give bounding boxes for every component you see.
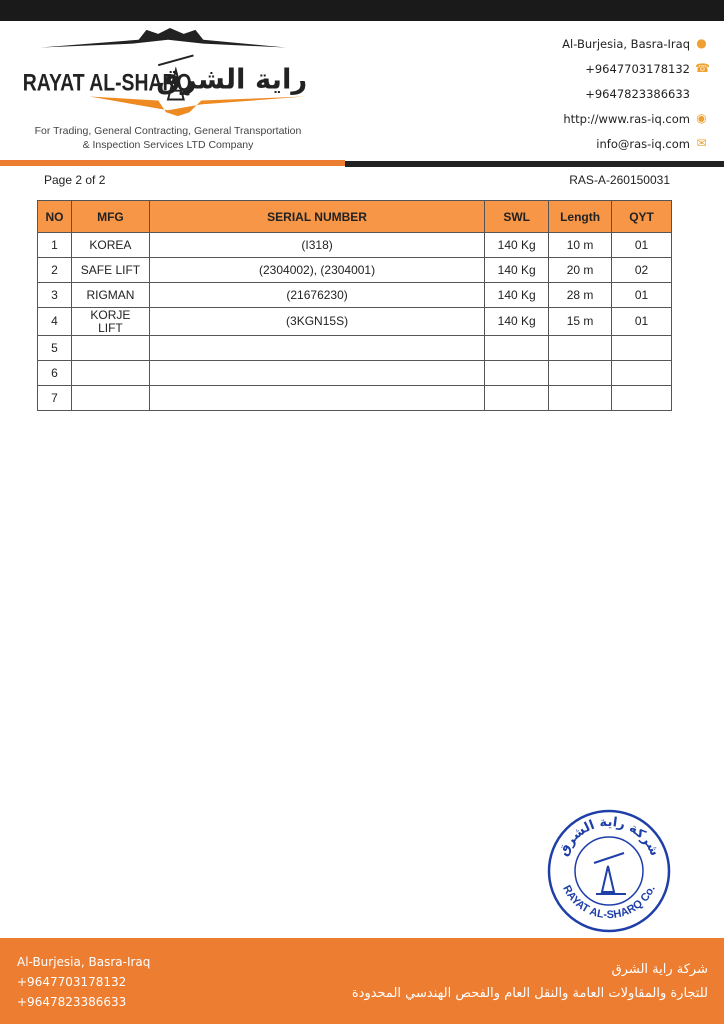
header-serial-number: SERIAL NUMBER bbox=[149, 201, 484, 233]
table-row bbox=[38, 361, 672, 386]
footer-ar-line-2: للتجارة والمقاولات العامة والنقل العام والفحص الهندسي المحدودة bbox=[351, 986, 708, 1001]
cell-length: 15 m bbox=[549, 308, 612, 336]
header-mfg: MFG bbox=[71, 201, 149, 233]
svg-text:راية الشرق: راية الشرق bbox=[156, 64, 308, 96]
header-contacts bbox=[562, 31, 708, 156]
cell-qyt bbox=[612, 336, 672, 361]
company-stamp bbox=[546, 808, 672, 934]
company-logo bbox=[18, 26, 318, 124]
header-no: NO bbox=[38, 201, 72, 233]
cell-mfg: KORJE LIFT bbox=[71, 308, 149, 336]
globe-icon: ◉ bbox=[696, 111, 707, 125]
cell-no: 6 bbox=[38, 361, 72, 386]
page-number: Page 2 of 2 bbox=[44, 173, 106, 187]
footer bbox=[0, 938, 724, 1024]
table-row bbox=[38, 233, 672, 258]
header-rule-dark bbox=[345, 161, 724, 167]
cell-length: 20 m bbox=[549, 258, 612, 283]
cell-length bbox=[549, 361, 612, 386]
telephone-icon: ☎ bbox=[695, 61, 710, 75]
tagline-line-1: For Trading, General Contracting, General Transportation bbox=[34, 125, 302, 137]
cell-swl bbox=[485, 336, 549, 361]
table-row bbox=[38, 386, 672, 411]
header-qyt: QYT bbox=[612, 201, 672, 233]
table-row bbox=[38, 308, 672, 336]
footer-arabic-name bbox=[352, 958, 708, 1006]
cell-length: 28 m bbox=[549, 283, 612, 308]
cell-length bbox=[549, 336, 612, 361]
envelope-icon: ✉ bbox=[696, 136, 707, 150]
footer-phone-1: +9647703178132 bbox=[17, 975, 127, 989]
cell-length bbox=[549, 386, 612, 411]
cell-swl: 140 Kg bbox=[485, 233, 549, 258]
cell-serial-number: (2304002), (2304001) bbox=[149, 258, 484, 283]
cell-mfg: SAFE LIFT bbox=[71, 258, 149, 283]
cell-swl: 140 Kg bbox=[485, 258, 549, 283]
cell-qyt: 02 bbox=[612, 258, 672, 283]
cell-qyt: 01 bbox=[612, 233, 672, 258]
header-length: Length bbox=[549, 201, 612, 233]
contact-email[interactable] bbox=[562, 131, 708, 156]
contact-phone-2-text: +9647823386633 bbox=[585, 86, 690, 101]
cell-serial-number bbox=[149, 336, 484, 361]
header-swl: SWL bbox=[485, 201, 549, 233]
cell-mfg bbox=[71, 386, 149, 411]
cell-no: 4 bbox=[38, 308, 72, 336]
table-header-row bbox=[38, 201, 672, 233]
cell-serial-number: (3KGN15S) bbox=[149, 308, 484, 336]
svg-text:شركة راية الشرق: شركة راية الشرق bbox=[556, 814, 663, 859]
cell-qyt bbox=[612, 386, 672, 411]
contact-email-text[interactable]: info@ras-iq.com bbox=[596, 136, 690, 151]
location-pin-icon: ● bbox=[696, 36, 707, 50]
cell-no: 7 bbox=[38, 386, 72, 411]
cell-serial-number bbox=[149, 386, 484, 411]
cell-mfg bbox=[71, 361, 149, 386]
top-bar bbox=[0, 0, 724, 21]
contact-phone-2 bbox=[562, 81, 708, 106]
cell-no: 5 bbox=[38, 336, 72, 361]
contact-address bbox=[562, 31, 708, 56]
cell-swl: 140 Kg bbox=[485, 308, 549, 336]
cell-swl bbox=[485, 361, 549, 386]
tagline-line-2: & Inspection Services LTD Company bbox=[82, 139, 254, 151]
cell-length: 10 m bbox=[549, 233, 612, 258]
cell-serial-number: (I318) bbox=[149, 233, 484, 258]
document-reference: RAS-A-260150031 bbox=[569, 173, 670, 187]
cell-mfg: KOREA bbox=[71, 233, 149, 258]
cell-no: 3 bbox=[38, 283, 72, 308]
cell-serial-number bbox=[149, 361, 484, 386]
cell-no: 2 bbox=[38, 258, 72, 283]
contact-phone-1-text: +9647703178132 bbox=[585, 61, 690, 76]
cell-swl: 140 Kg bbox=[485, 283, 549, 308]
table-row bbox=[38, 258, 672, 283]
table-row bbox=[38, 283, 672, 308]
company-tagline bbox=[8, 124, 328, 152]
cell-no: 1 bbox=[38, 233, 72, 258]
contact-website-text[interactable]: http://www.ras-iq.com bbox=[563, 111, 690, 126]
cell-qyt: 01 bbox=[612, 308, 672, 336]
footer-contacts bbox=[17, 952, 150, 1012]
footer-address: Al-Burjesia, Basra-Iraq bbox=[17, 955, 151, 969]
cell-qyt bbox=[612, 361, 672, 386]
cell-swl bbox=[485, 386, 549, 411]
contact-address-text: Al-Burjesia, Basra-Iraq bbox=[562, 36, 690, 51]
svg-text:RAYAT AL-SHARQ: RAYAT AL-SHARQ bbox=[22, 68, 192, 97]
cell-mfg: RIGMAN bbox=[71, 283, 149, 308]
items-table bbox=[37, 200, 672, 411]
cell-mfg bbox=[71, 336, 149, 361]
cell-serial-number: (21676230) bbox=[149, 283, 484, 308]
contact-phone-1 bbox=[562, 56, 708, 81]
footer-ar-line-1: شركة راية الشرق bbox=[611, 962, 708, 977]
table-row bbox=[38, 336, 672, 361]
header-rule-orange bbox=[0, 160, 345, 166]
contact-website[interactable] bbox=[562, 106, 708, 131]
cell-qyt: 01 bbox=[612, 283, 672, 308]
footer-phone-2: +9647823386633 bbox=[17, 995, 127, 1009]
svg-text:RAYAT AL-SHARQ Co.: RAYAT AL-SHARQ Co. bbox=[560, 883, 658, 922]
